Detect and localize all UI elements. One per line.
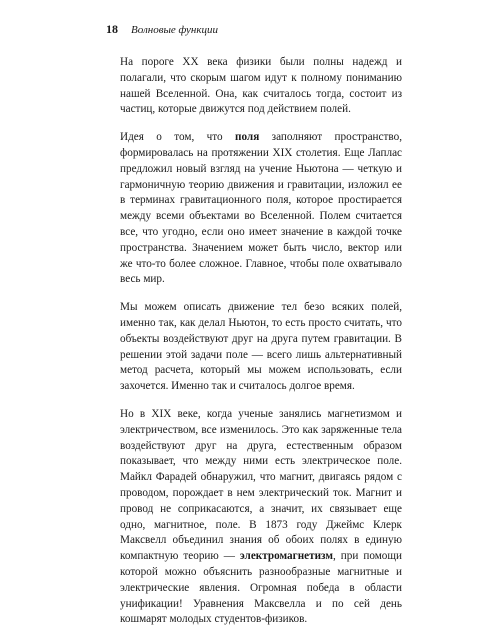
paragraph-3 bbox=[120, 300, 402, 395]
running-head bbox=[106, 20, 218, 36]
term-fields: поля bbox=[235, 131, 260, 144]
paragraph-2-text-end: заполняют пространство, формировалась на протяжении XIX столетия. Еще Лаплас предложил новый взгляд на учение Ньютона — четкую и гармоничную теорию движения и гравитации, изложил ее в терминах гравитационного поля, которое простирается между всеми объектами во Вселенной. Полем считается все, что угодно, если оно имеет значение в каждой точке пространства. Значением может быть число, вектор или же что-то более сложное. Главное, чтобы поле охватывало весь мир. bbox=[120, 131, 402, 286]
paragraph-1 bbox=[120, 55, 402, 118]
page-number: 18 bbox=[106, 22, 118, 36]
term-electromagnetism: электромагнетизм bbox=[239, 550, 334, 563]
paragraph-3-text: Мы можем описать движение тел безо всяких полей, именно так, как делал Ньютон, то есть просто считать, что объекты воздействуют друг на друга путем гравитации. В решении этой задачи поле — всего лишь альтернативный метод расчета, который мы можем использовать, если захочется. Именно так и считалось долгое время. bbox=[120, 301, 402, 393]
paragraph-1-text: На пороге XX века физики были полны надежд и полагали, что скорым шагом идут к полному пониманию нашей Вселенной. Она, как считалось тогда, состоит из частиц, которые движутся под действием полей. bbox=[120, 56, 402, 116]
running-title: Волновые функции bbox=[131, 24, 218, 36]
body-text bbox=[120, 55, 402, 640]
paragraph-2 bbox=[120, 130, 402, 288]
paragraph-4-text-start: Но в XIX веке, когда ученые занялись магнетизмом и электричеством, все изменилось. Это как заряженные тела воздействуют друг на друга, естественным образом показывает, что между ними есть электрическое поле. Майкл Фарадей обнаружил, что магнит, двигаясь рядом с проводом, порождает в нем электрический ток. Магнит и провод не соприкасаются, а значит, их связывает еще одно, магнитное, поле. В 1873 году Джеймс Клерк Максвелл объединил знания об обоих полях в единую компактную теорию — bbox=[120, 407, 402, 563]
paragraph-4-text-end: , при помощи которой можно объяснить разнообразные магнитные и электрические явления. Огромная победа в области унификации! Уравнения Максвелла и по сей день кошмарят молодых студентов-физиков. bbox=[120, 550, 402, 626]
paragraph-2-text-start: Идея о том, что bbox=[120, 131, 236, 144]
paragraph-4 bbox=[120, 407, 402, 628]
